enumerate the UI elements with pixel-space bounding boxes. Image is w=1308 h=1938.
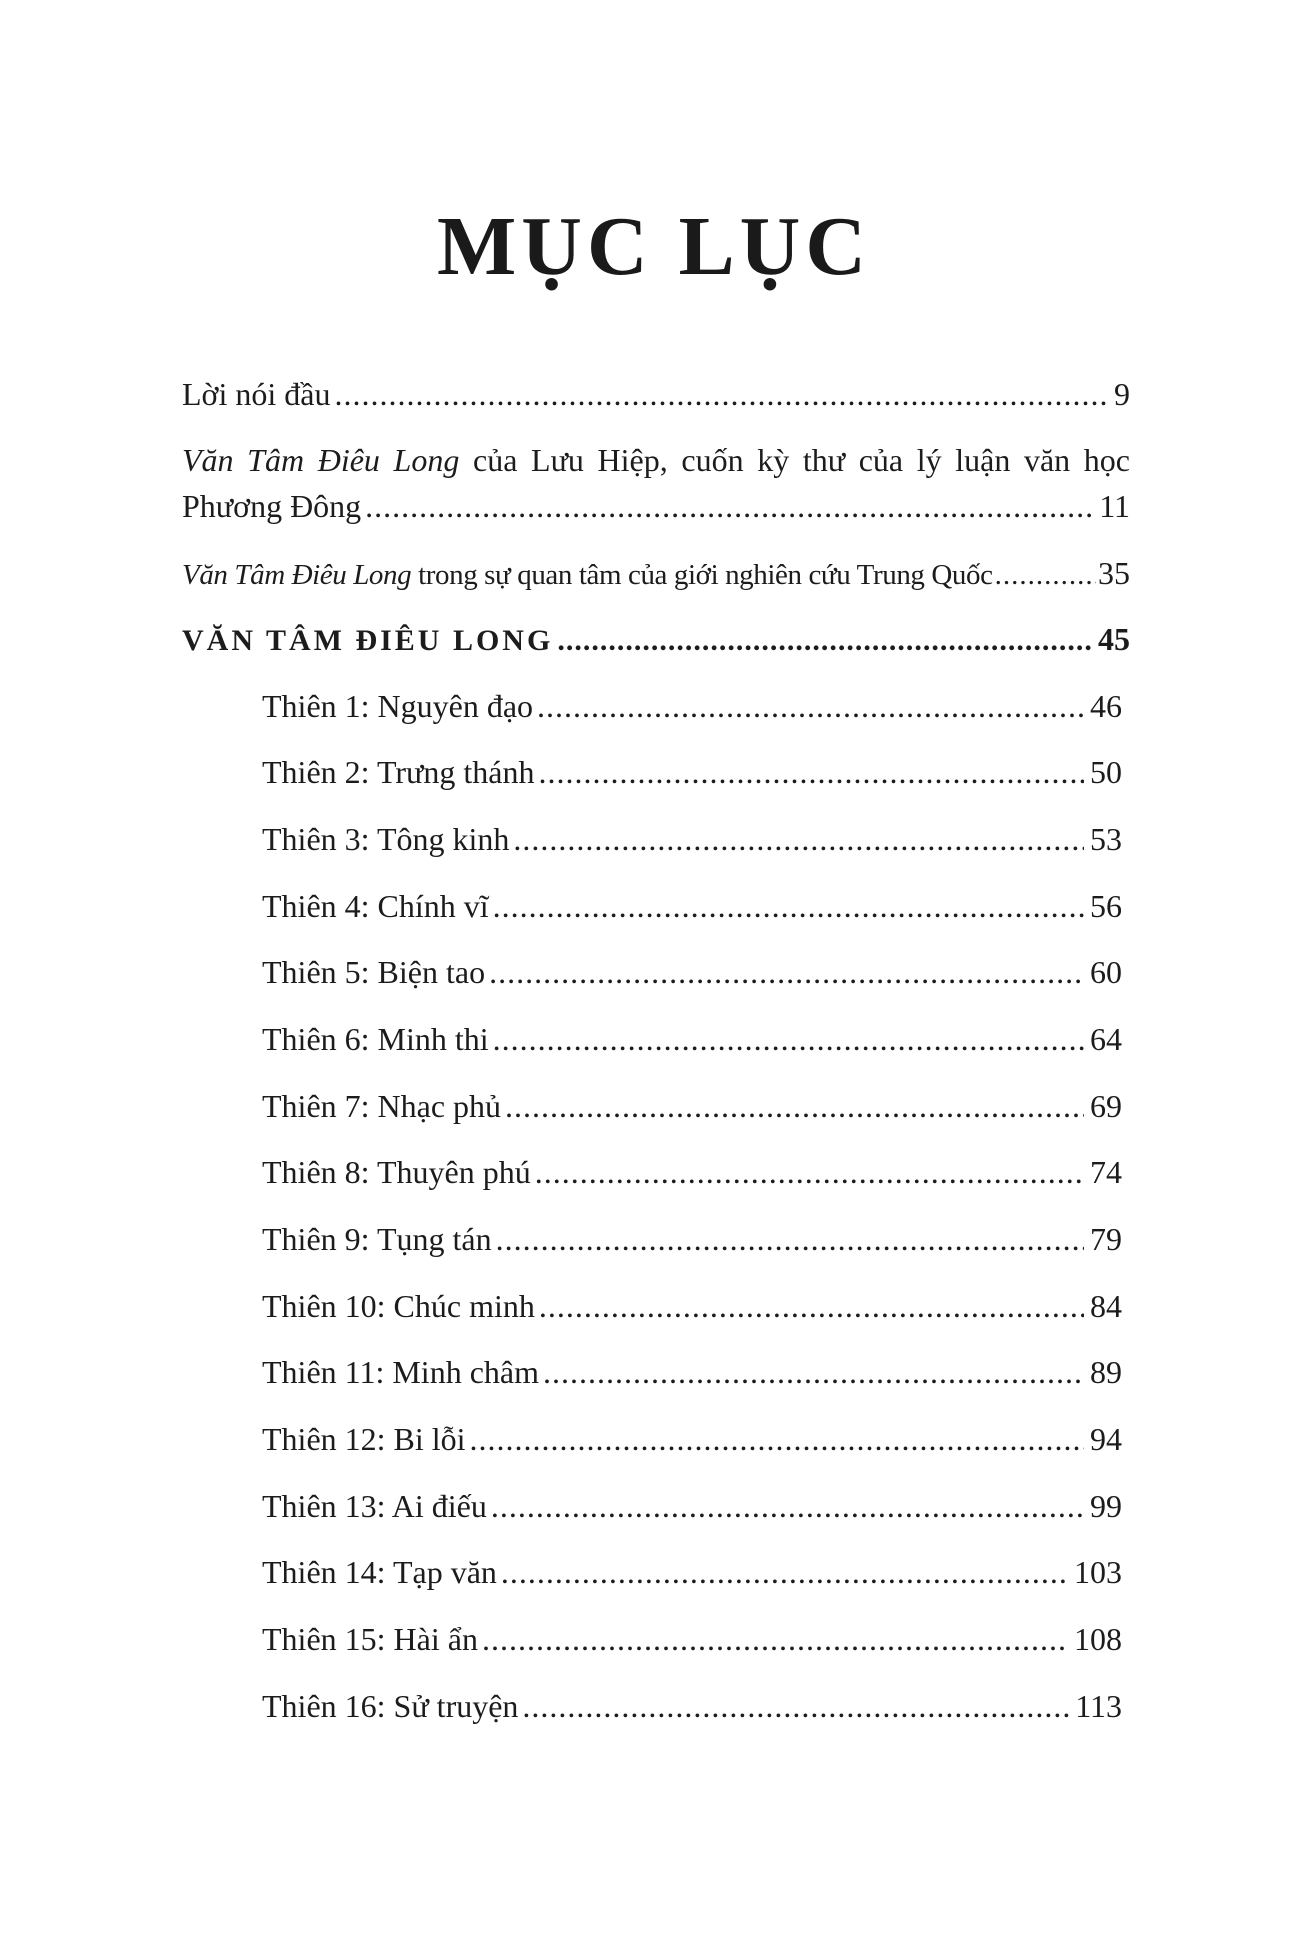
dot-leader xyxy=(493,1019,1084,1059)
toc-chapter-14[interactable] xyxy=(262,1552,1122,1592)
chapter-label: Thiên 12: Bi lỗi xyxy=(262,1421,466,1457)
chapter-page: 50 xyxy=(1090,754,1122,790)
dot-leader xyxy=(513,819,1084,859)
dot-leader xyxy=(995,555,1096,595)
toc-entry-label: Lời nói đầu xyxy=(182,376,331,412)
dot-leader xyxy=(501,1552,1068,1592)
toc-entry-italic-title: Văn Tâm Điêu Long xyxy=(182,442,460,478)
dot-leader xyxy=(365,486,1093,526)
toc-entry-italic-title: Văn Tâm Điêu Long xyxy=(182,559,412,591)
chapter-page: 84 xyxy=(1090,1288,1122,1324)
chapter-label: Thiên 16: Sử truyện xyxy=(262,1688,519,1724)
dot-leader xyxy=(539,1286,1084,1326)
dot-leader xyxy=(522,1686,1069,1726)
dot-leader xyxy=(537,686,1084,726)
toc-entry-page: 9 xyxy=(1114,376,1130,412)
toc-chapter-16[interactable] xyxy=(262,1686,1122,1726)
dot-leader xyxy=(505,1086,1084,1126)
dot-leader xyxy=(496,1219,1084,1259)
chapter-page: 46 xyxy=(1090,688,1122,724)
dot-leader xyxy=(334,374,1108,414)
toc-chapter-8[interactable] xyxy=(262,1152,1122,1192)
toc-chapter-1[interactable] xyxy=(262,686,1122,726)
toc-chapter-6[interactable] xyxy=(262,1019,1122,1059)
chapter-page: 69 xyxy=(1090,1088,1122,1124)
chapter-label: Thiên 15: Hài ẩn xyxy=(262,1621,478,1657)
dot-leader xyxy=(538,752,1084,792)
toc-section-heading[interactable] xyxy=(182,619,1130,661)
dot-leader xyxy=(493,886,1084,926)
chapter-page: 79 xyxy=(1090,1221,1122,1257)
toc-section-page: 45 xyxy=(1098,621,1130,657)
toc-entry-label: của Lưu Hiệp, cuốn kỳ thư của lý luận văn học xyxy=(472,442,1131,478)
toc-entry-essay1-line2[interactable] xyxy=(182,486,1130,526)
chapter-label: Thiên 7: Nhạc phủ xyxy=(262,1088,502,1124)
dot-leader xyxy=(557,621,1092,661)
chapter-page: 99 xyxy=(1090,1488,1122,1524)
dot-leader xyxy=(543,1352,1084,1392)
toc-chapter-12[interactable] xyxy=(262,1419,1122,1459)
dot-leader xyxy=(470,1419,1084,1459)
chapter-label: Thiên 11: Minh châm xyxy=(262,1354,539,1390)
dot-leader xyxy=(491,1486,1084,1526)
toc-chapter-11[interactable] xyxy=(262,1352,1122,1392)
page-title: MỤC LỤC xyxy=(437,200,871,293)
chapter-label: Thiên 13: Ai điếu xyxy=(262,1488,487,1524)
toc-chapter-10[interactable] xyxy=(262,1286,1122,1326)
chapter-page: 64 xyxy=(1090,1021,1122,1057)
toc-entry-label: trong sự quan tâm của giới nghiên cứu Trung Quốc xyxy=(418,559,993,591)
chapter-label: Thiên 2: Trưng thánh xyxy=(262,754,535,790)
toc-chapter-15[interactable] xyxy=(262,1619,1122,1659)
dot-leader xyxy=(482,1619,1068,1659)
chapter-page: 103 xyxy=(1074,1554,1122,1590)
chapter-label: Thiên 8: Thuyên phú xyxy=(262,1154,531,1190)
chapter-page: 60 xyxy=(1090,954,1122,990)
toc-entry-label: Phương Đông xyxy=(182,488,362,524)
chapter-page: 56 xyxy=(1090,888,1122,924)
toc-entry-page: 35 xyxy=(1098,555,1130,591)
chapter-page: 94 xyxy=(1090,1421,1122,1457)
toc-chapter-4[interactable] xyxy=(262,886,1122,926)
toc-chapter-5[interactable] xyxy=(262,952,1122,992)
toc-entry-preface[interactable] xyxy=(182,374,1130,414)
chapter-label: Thiên 9: Tụng tán xyxy=(262,1221,492,1257)
chapter-page: 53 xyxy=(1090,821,1122,857)
chapter-page: 74 xyxy=(1090,1154,1122,1190)
toc-entry-page: 11 xyxy=(1099,488,1130,524)
chapter-page: 89 xyxy=(1090,1354,1122,1390)
dot-leader xyxy=(489,952,1084,992)
chapter-label: Thiên 6: Minh thi xyxy=(262,1021,489,1057)
toc-entry-essay1-line1[interactable] xyxy=(182,440,1130,480)
chapter-label: Thiên 5: Biện tao xyxy=(262,954,486,990)
chapter-page: 113 xyxy=(1075,1688,1122,1724)
chapter-label: Thiên 3: Tông kinh xyxy=(262,821,510,857)
chapter-label: Thiên 10: Chúc minh xyxy=(262,1288,535,1324)
toc-chapter-13[interactable] xyxy=(262,1486,1122,1526)
chapter-label: Thiên 4: Chính vĩ xyxy=(262,888,489,924)
dot-leader xyxy=(535,1152,1084,1192)
chapter-label: Thiên 14: Tạp văn xyxy=(262,1554,497,1590)
toc-chapter-3[interactable] xyxy=(262,819,1122,859)
toc-chapter-2[interactable] xyxy=(262,752,1122,792)
toc-entry-essay2[interactable] xyxy=(182,553,1130,595)
chapter-label: Thiên 1: Nguyên đạo xyxy=(262,688,534,724)
chapter-page: 108 xyxy=(1074,1621,1122,1657)
toc-chapter-7[interactable] xyxy=(262,1086,1122,1126)
toc-chapter-9[interactable] xyxy=(262,1219,1122,1259)
toc-section-label: VĂN TÂM ĐIÊU LONG xyxy=(182,624,554,657)
